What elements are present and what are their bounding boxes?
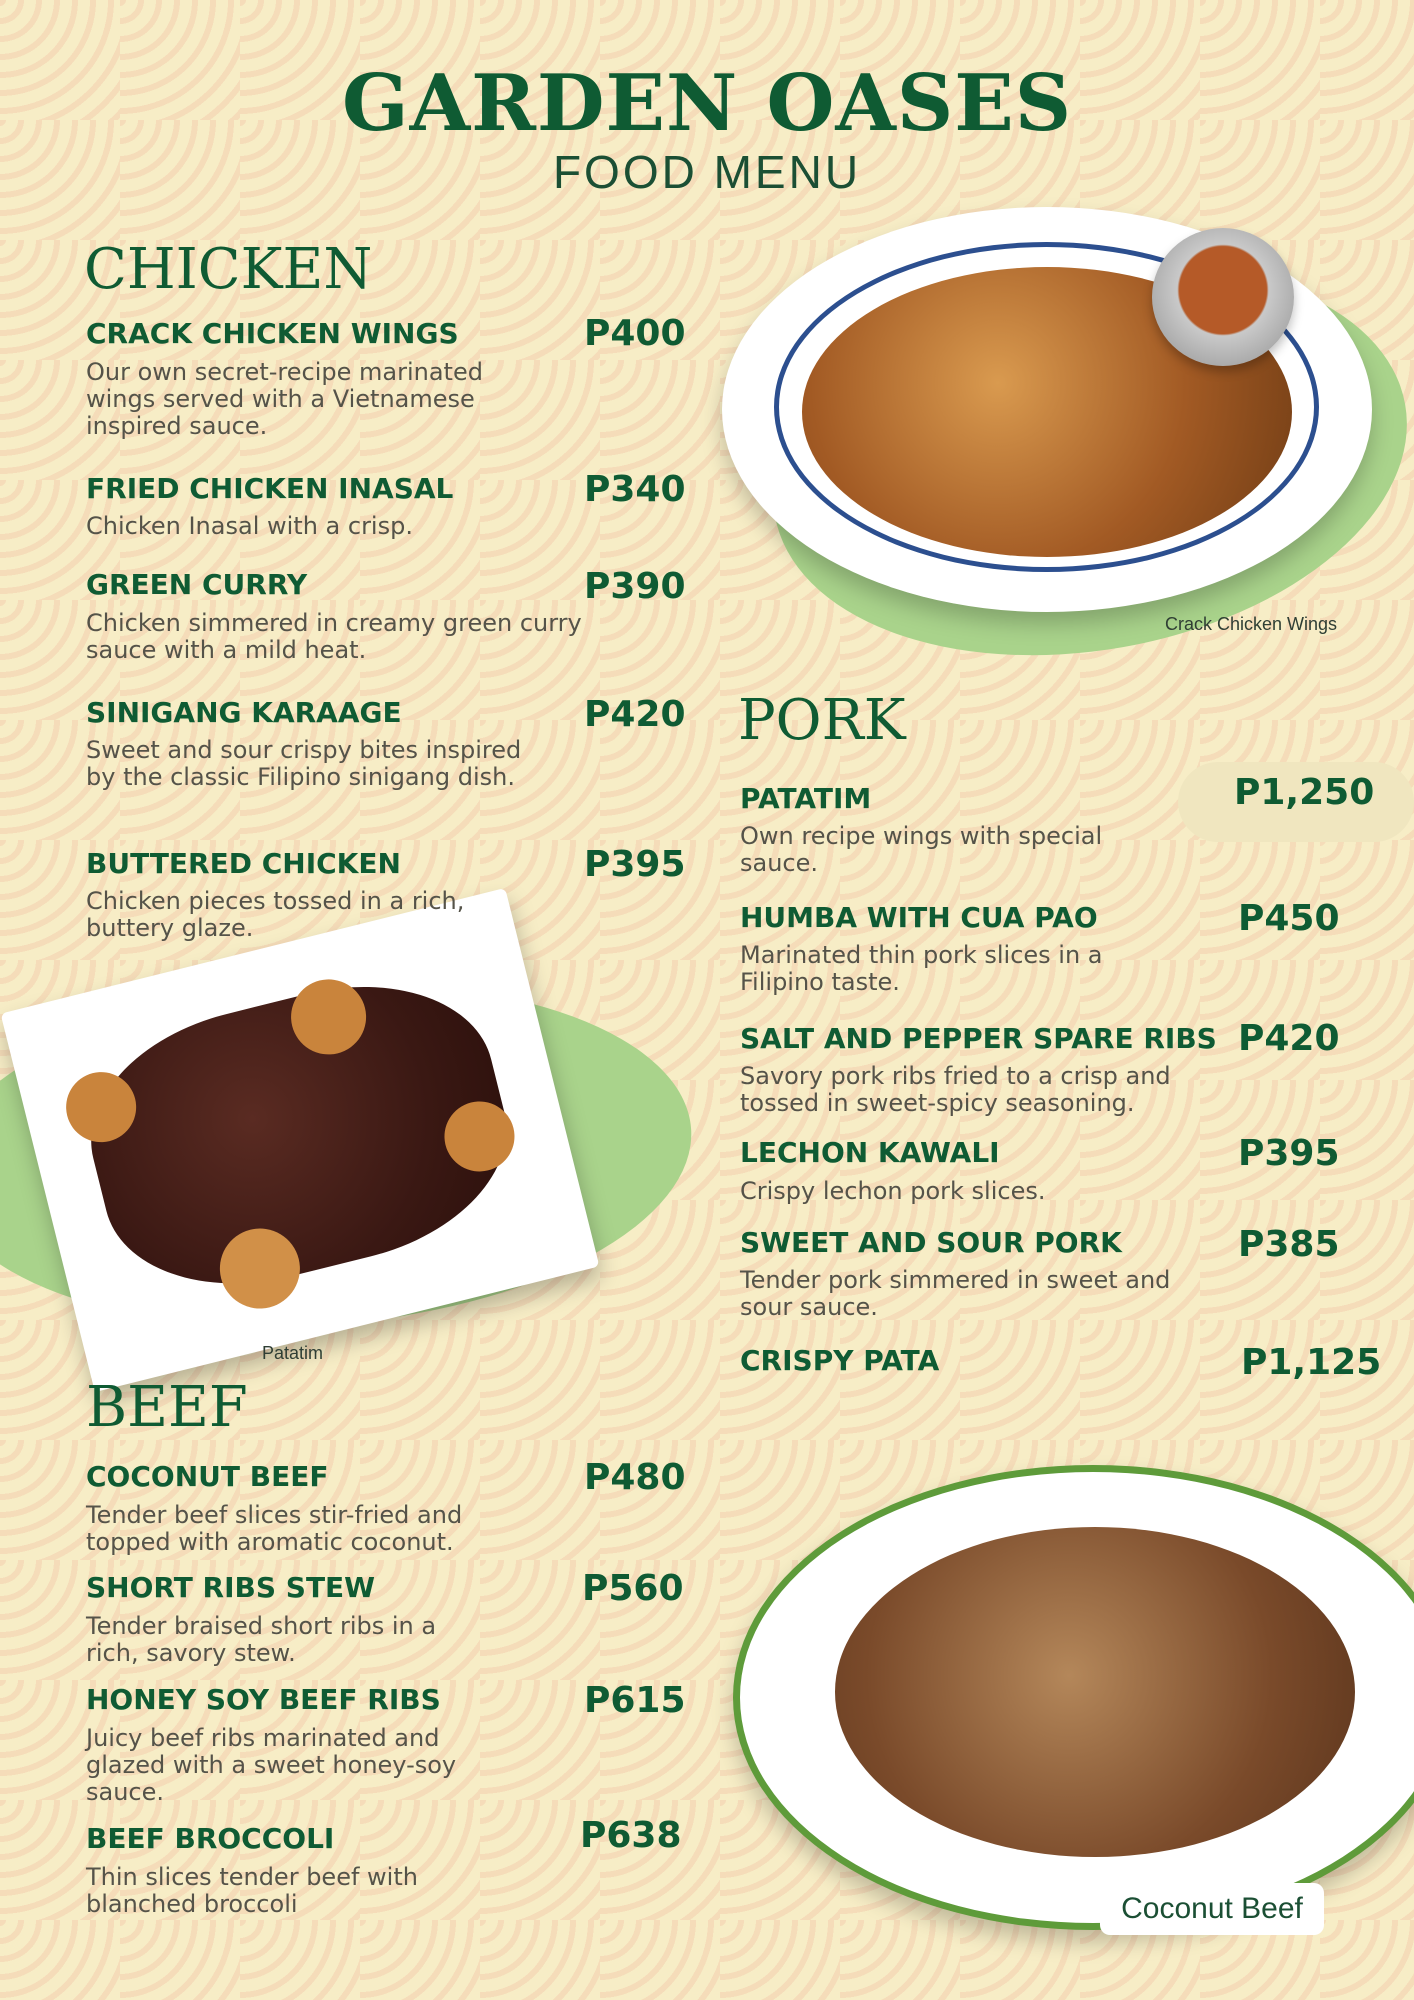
item-description: Tender pork simmered in sweet and sour sauce. (740, 1266, 1171, 1321)
item-price: P395 (584, 844, 686, 885)
caption-patatim: Patatim (262, 1343, 324, 1363)
caption-coconut-beef: Coconut Beef (1100, 1883, 1324, 1935)
item-price: P638 (580, 1815, 682, 1856)
item-name: CRACK CHICKEN WINGS (86, 317, 459, 350)
item-name: SWEET AND SOUR PORK (740, 1226, 1122, 1259)
item-price: P615 (584, 1680, 686, 1721)
item-name: COCONUT BEEF (86, 1460, 329, 1493)
item-description: Own recipe wings with special sauce. (740, 822, 1103, 877)
item-name: SALT AND PEPPER SPARE RIBS (740, 1022, 1217, 1055)
item-name: BUTTERED CHICKEN (86, 847, 401, 880)
item-description: Chicken simmered in creamy green curry sauce with a mild heat. (86, 609, 582, 664)
item-description: Thin slices tender beef with blanched broccoli (86, 1863, 418, 1918)
item-name: FRIED CHICKEN INASAL (86, 472, 454, 505)
item-price: P400 (584, 313, 686, 354)
sauce-bowl (1152, 228, 1294, 366)
item-price: P1,125 (1241, 1342, 1382, 1383)
item-price: P340 (584, 469, 686, 510)
plate (733, 1465, 1414, 1930)
item-description: Juicy beef ribs marinated and glazed with a sweet honey-soy sauce. (86, 1724, 457, 1806)
item-name: GREEN CURRY (86, 568, 308, 601)
item-price: P385 (1238, 1224, 1340, 1265)
caption-crack-chicken: Crack Chicken Wings (1165, 614, 1338, 634)
item-price: P395 (1238, 1133, 1340, 1174)
item-description: Savory pork ribs fried to a crisp and tossed in sweet-spicy seasoning. (740, 1062, 1171, 1117)
menu-subtitle: FOOD MENU (552, 146, 862, 198)
item-name: CRISPY PATA (740, 1344, 940, 1377)
section-heading-pork: PORK (738, 688, 906, 753)
item-description: Sweet and sour crispy bites inspired by the classic Filipino sinigang dish. (86, 736, 522, 791)
item-name: HUMBA WITH CUA PAO (740, 901, 1098, 934)
section-heading-beef: BEEF (86, 1375, 248, 1440)
item-name: SHORT RIBS STEW (86, 1571, 376, 1604)
item-price: P420 (1238, 1018, 1340, 1059)
item-description: Crispy lechon pork slices. (740, 1177, 1046, 1205)
item-name: HONEY SOY BEEF RIBS (86, 1683, 441, 1716)
square-plate (1, 888, 600, 1392)
section-heading-chicken: CHICKEN (84, 237, 373, 302)
item-name: PATATIM (740, 782, 872, 815)
item-description: Marinated thin pork slices in a Filipino taste. (740, 941, 1103, 996)
item-name: BEEF BROCCOLI (86, 1822, 335, 1855)
item-description: Our own secret-recipe marinated wings served with a Vietnamese inspired sauce. (86, 358, 483, 440)
item-price: P450 (1238, 898, 1340, 939)
item-price: P420 (584, 694, 686, 735)
item-price: P390 (584, 566, 686, 607)
item-name: SINIGANG KARAAGE (86, 696, 402, 729)
brand-title: GARDEN OASES (341, 58, 1073, 149)
item-description: Chicken pieces tossed in a rich, buttery glaze. (86, 887, 465, 942)
item-description: Chicken Inasal with a crisp. (86, 512, 413, 540)
item-name: LECHON KAWALI (740, 1136, 1000, 1169)
item-description: Tender beef slices stir-fried and topped with aromatic coconut. (86, 1501, 463, 1556)
item-price: P1,250 (1234, 772, 1375, 813)
item-price: P560 (582, 1568, 684, 1609)
item-description: Tender braised short ribs in a rich, savory stew. (86, 1612, 437, 1667)
item-price: P480 (584, 1457, 686, 1498)
